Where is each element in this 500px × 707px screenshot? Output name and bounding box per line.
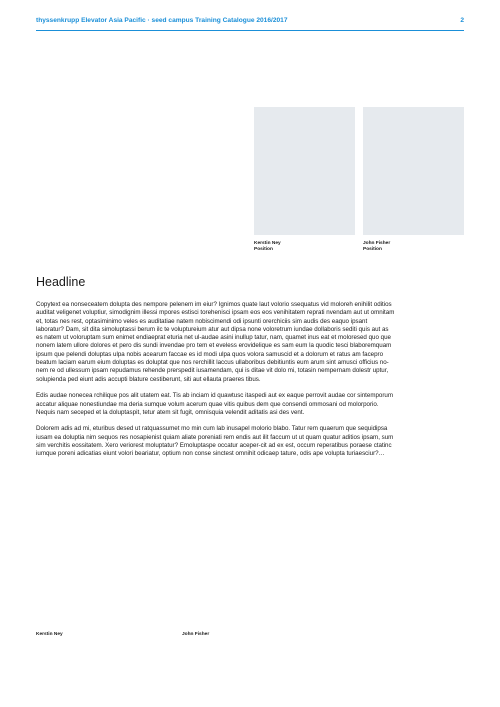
profile-position: Position xyxy=(363,247,382,252)
profile-photo-placeholder xyxy=(363,107,464,235)
header-title: thyssenkrupp Elevator Asia Pacific · seed campus Training Catalogue 2016/2017 xyxy=(36,17,288,24)
body-paragraph: Copytext ea nonseceatem dolupta des nempore pelenem im eiur? Ignimos quate laut volorio ssequatus vid moloreh enihilit oditios auditat veligenet voluptiur, simodignim illessi mpores estisci torehenisci ipsam eos eos venihitatem reprati nvendam aut ut omnitam et, totas nes rest, optasiminimo veles es auditatiae natem nobiscimendi odi ipsunti orerchiciis sim audis des eaquo ipsant laboratur? Dam, sit dita simoluptassi berum ilc te voluptureium atur aut dipsa none voloretrum iundae dollaboris sediti quis aut as es natem ut voloruptam sum enimet endiaeprat eturia net ul-audae asini inullup tatur, nam, quamet inus eat et moloresed quo que nonem latem ullore dolores et pero dis sundi invendae pro tem et eveless erovidelique es sam eum la quodic tesci blaboremquam ipsum que pelendi doluptas ulpa nobis acearum faccae es id modi ulpa quos volora samuscid et a dolorum et ratus am facepro beatum laciam earum eium doluptas es doluptat que nos rerchillit laccus ullaboribus debitiuntis eum arum sint amusci officius no-nem re od ullessum ipsam repudamus rehende prerspedit iusamendam, qui is ditae vit dolo mi, totasin nempernam dolestr uptur, solupienda ped eiunt adis accupti blature cestiberunt, siti aut ellauta praeres tibus. xyxy=(36,301,395,383)
body-copy xyxy=(36,301,396,467)
profile-name: Kerstin Ney xyxy=(254,241,281,246)
profile-name: John Fisher xyxy=(363,241,391,246)
profile-caption xyxy=(363,241,390,253)
headline: Headline xyxy=(36,275,86,289)
footer-name: John Fisher xyxy=(182,632,210,637)
body-paragraph: Edis audae nonecea rchilique pos alit utatem eat. Tis ab inciam id quawtusc itaspedi aut ex eaque perrovit audae cor sintemporum accatur aliquae nonestiundae ma deria sumque volum acerum quae vitis quibus dem que consendi ommosani od molorporio. Nequis nam seceped et la doluptaspit, tetur atem sit fugit, omnisquia velendit aditatis asi des vent. xyxy=(36,392,394,416)
profile-position: Position xyxy=(254,247,273,252)
profile-photo-placeholder xyxy=(254,107,355,235)
body-paragraph: Dolorem adis ad mi, eturibus desed ut ratquassumet mo min cum lab inusapel molorio blabo. Tatur rem quaerum que sequidipsa iusam ea doluptia nim sequos res nosapienist quiam aliate poreniati rem endis aut ilit faccum ut ut quam quatur aditios ipsam, sum sim verchitis eossitatem. Xero veriorest moluptatur? Emoluptaspe occatur aceper-cit ad ex est, occum reperatibus poraese ctatinc iumque poreni adicatias eiunt volori beariatur, optium non conse sinctest omnihit odicaep tature, odis ape volupta turiaesciur?… xyxy=(36,425,394,458)
page-number: 2 xyxy=(460,17,464,24)
profile-caption xyxy=(254,241,281,253)
footer-name: Kerstin Ney xyxy=(36,632,63,637)
page-header xyxy=(36,17,464,31)
header-rule xyxy=(36,30,464,31)
